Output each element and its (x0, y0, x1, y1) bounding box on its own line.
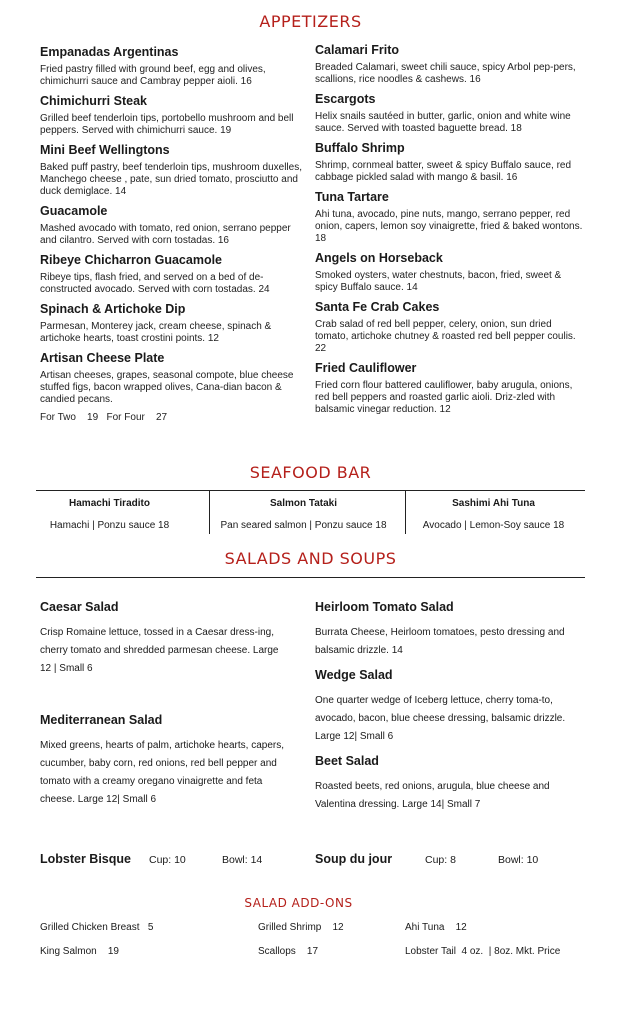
item-description: Ribeye tips, flash fried, and served on a bed of de-constructed avocado. Served with corn tostadas. 24 (40, 272, 270, 295)
seafood-top-rule (36, 490, 585, 491)
menu-item (315, 361, 585, 416)
addon-item: Scallops 17 (258, 946, 319, 957)
addon-item: Grilled Chicken Breast 5 (40, 922, 154, 933)
soup-name (40, 852, 131, 866)
menu-item (40, 351, 310, 406)
item-description: Breaded Calamari, sweet chili sauce, spicy Arbol pep-pers, scallions, rice noodles & cashews. 16 (315, 62, 576, 85)
item-name: Artisan Cheese Plate (40, 351, 165, 365)
soup-cup-price: Cup: 10 (149, 854, 186, 866)
item-description: Hamachi | Ponzu sauce 18 (49, 520, 170, 531)
salads-left-column (40, 713, 300, 809)
item-name: Empanadas Argentinas (40, 45, 179, 59)
item-description: Shrimp, cornmeal batter, sweet & spicy Buffalo sauce, red cabbage pickled salad with mango & basil. 16 (315, 160, 572, 183)
soup-cup-price: Cup: 8 (425, 854, 456, 866)
addon-item: Grilled Shrimp 12 (258, 922, 344, 933)
salads-soups-heading: SALADS AND SOUPS (224, 549, 397, 568)
menu-item (40, 302, 310, 345)
item-name: Mediterranean Salad (40, 713, 163, 727)
item-name: Caesar Salad (40, 600, 119, 614)
addon-item: Ahi Tuna 12 (405, 922, 467, 933)
salads-right-column (315, 600, 580, 660)
item-name: Tuna Tartare (315, 190, 389, 204)
item-description: Crisp Romaine lettuce, tossed in a Caesar dress-ing, cherry tomato and shredded parmesan cheese. Large 12 | Small 6 (40, 627, 279, 674)
item-name: Mini Beef Wellingtons (40, 143, 170, 157)
item-name: Fried Cauliflower (315, 361, 417, 375)
item-description: Fried corn flour battered cauliflower, baby arugula, onions, red bell peppers and roasted garlic aioli. Driz-zled with balsamic vinegar reduction. 12 (315, 380, 573, 415)
item-name: Wedge Salad (315, 668, 393, 682)
item-description: Helix snails sautéed in butter, garlic, onion and white wine sauce. Served with toasted baguette bread. 18 (315, 111, 571, 134)
item-description: Ahi tuna, avocado, pine nuts, mango, serrano pepper, red onion, capers, lemon soy vinaigrette, fried & baked wontons. 18 (315, 209, 583, 244)
item-name: Escargots (315, 92, 376, 106)
menu-item (315, 300, 585, 355)
seafood-divider (209, 490, 210, 534)
seafood-item (402, 498, 585, 531)
menu-item (40, 94, 310, 137)
item-name: Ribeye Chicharron Guacamole (40, 253, 223, 267)
item-name: Chimichurri Steak (40, 94, 147, 108)
item-name: Heirloom Tomato Salad (315, 600, 454, 614)
item-name: Angels on Horseback (315, 251, 443, 265)
appetizers-right-column (315, 43, 585, 422)
menu-item (40, 45, 310, 88)
seafood-bar-heading: SEAFOOD BAR (249, 463, 372, 482)
appetizers-left-column (40, 45, 310, 424)
item-description: Artisan cheeses, grapes, seasonal compote, blue cheese stuffed figs, bacon wrapped olives, Cana-dian bacon & candied pecans. (40, 370, 294, 405)
menu-item (40, 143, 310, 198)
seafood-item (212, 498, 395, 531)
addon-item: Lobster Tail 4 oz. | 8oz. Mkt. Price (405, 946, 561, 957)
item-description: One quarter wedge of Iceberg lettuce, cherry toma-to, avocado, bacon, blue cheese dressing, balsamic drizzle. Large 12| Small 6 (315, 695, 566, 742)
salads-left-column (40, 600, 300, 678)
item-description: Grilled beef tenderloin tips, portobello mushroom and bell peppers. Served with chimichurri sauce. 19 (40, 113, 294, 136)
menu-item (315, 92, 585, 135)
item-description: Burrata Cheese, Heirloom tomatoes, pesto dressing and balsamic drizzle. 14 (315, 627, 565, 656)
item-name: Guacamole (40, 204, 108, 218)
item-description: Roasted beets, red onions, arugula, blue cheese and Valentina dressing. Large 14| Small 7 (315, 781, 550, 810)
menu-item (315, 141, 585, 184)
menu-item (40, 253, 310, 296)
menu-item (40, 204, 310, 247)
menu-item (315, 43, 585, 86)
item-description: Fried pastry filled with ground beef, egg and olives, chimichurri sauce and Cambray pepper aioli. 16 (40, 64, 266, 87)
salads-right-column (315, 668, 580, 746)
soup-bowl-price: Bowl: 10 (498, 854, 539, 866)
item-name: Sashimi Ahi Tuna (452, 498, 535, 509)
addon-item: King Salmon 19 (40, 946, 119, 957)
item-name: Beet Salad (315, 754, 379, 768)
salads-right-column (315, 754, 580, 814)
item-description: Parmesan, Monterey jack, cream cheese, spinach & artichoke hearts, toast crostini points. 12 (40, 321, 272, 344)
cheese-plate-prices: For Two 19 For Four 27 (40, 412, 168, 423)
soup-name (315, 852, 392, 866)
item-description: Avocado | Lemon-Soy sauce 18 (422, 520, 565, 531)
item-name: Buffalo Shrimp (315, 141, 405, 155)
item-description: Baked puff pastry, beef tenderloin tips, mushroom duxelles, Manchego cheese , pate, sun dried tomato, prosciutto and duck demiglace. 14 (40, 162, 302, 197)
item-name: Hamachi Tiradito (69, 498, 150, 509)
item-description: Mixed greens, hearts of palm, artichoke hearts, capers, cucumber, baby corn, red onions, red bell pepper and tomato with a creamy oregano vinaigrette and feta cheese. Large 12| Small 6 (40, 740, 285, 805)
item-name: Calamari Frito (315, 43, 400, 57)
item-description: Pan seared salmon | Ponzu sauce 18 (220, 520, 387, 531)
item-description: Mashed avocado with tomato, red onion, serrano pepper and cilantro. Served with corn tostadas. 16 (40, 223, 291, 246)
seafood-item (18, 498, 201, 531)
item-description: Smoked oysters, water chestnuts, bacon, fried, sweet & spicy Buffalo sauce. 14 (315, 270, 562, 293)
soup-bowl-price: Bowl: 14 (222, 854, 263, 866)
menu-item (315, 251, 585, 294)
item-name: Spinach & Artichoke Dip (40, 302, 186, 316)
item-description: Crab salad of red bell pepper, celery, onion, sun dried tomato, artichoke chutney & roasted red bell pepper coulis. 22 (315, 319, 576, 354)
menu-item (315, 190, 585, 245)
salad-addons-heading: SALAD ADD-ONS (244, 896, 353, 910)
item-name: Salmon Tataki (269, 498, 338, 509)
salads-top-rule (36, 577, 585, 578)
item-name: Santa Fe Crab Cakes (315, 300, 440, 314)
item-name: Soup du jour (315, 852, 393, 866)
appetizers-heading: APPETIZERS (259, 12, 362, 31)
item-name: Lobster Bisque (40, 852, 131, 866)
